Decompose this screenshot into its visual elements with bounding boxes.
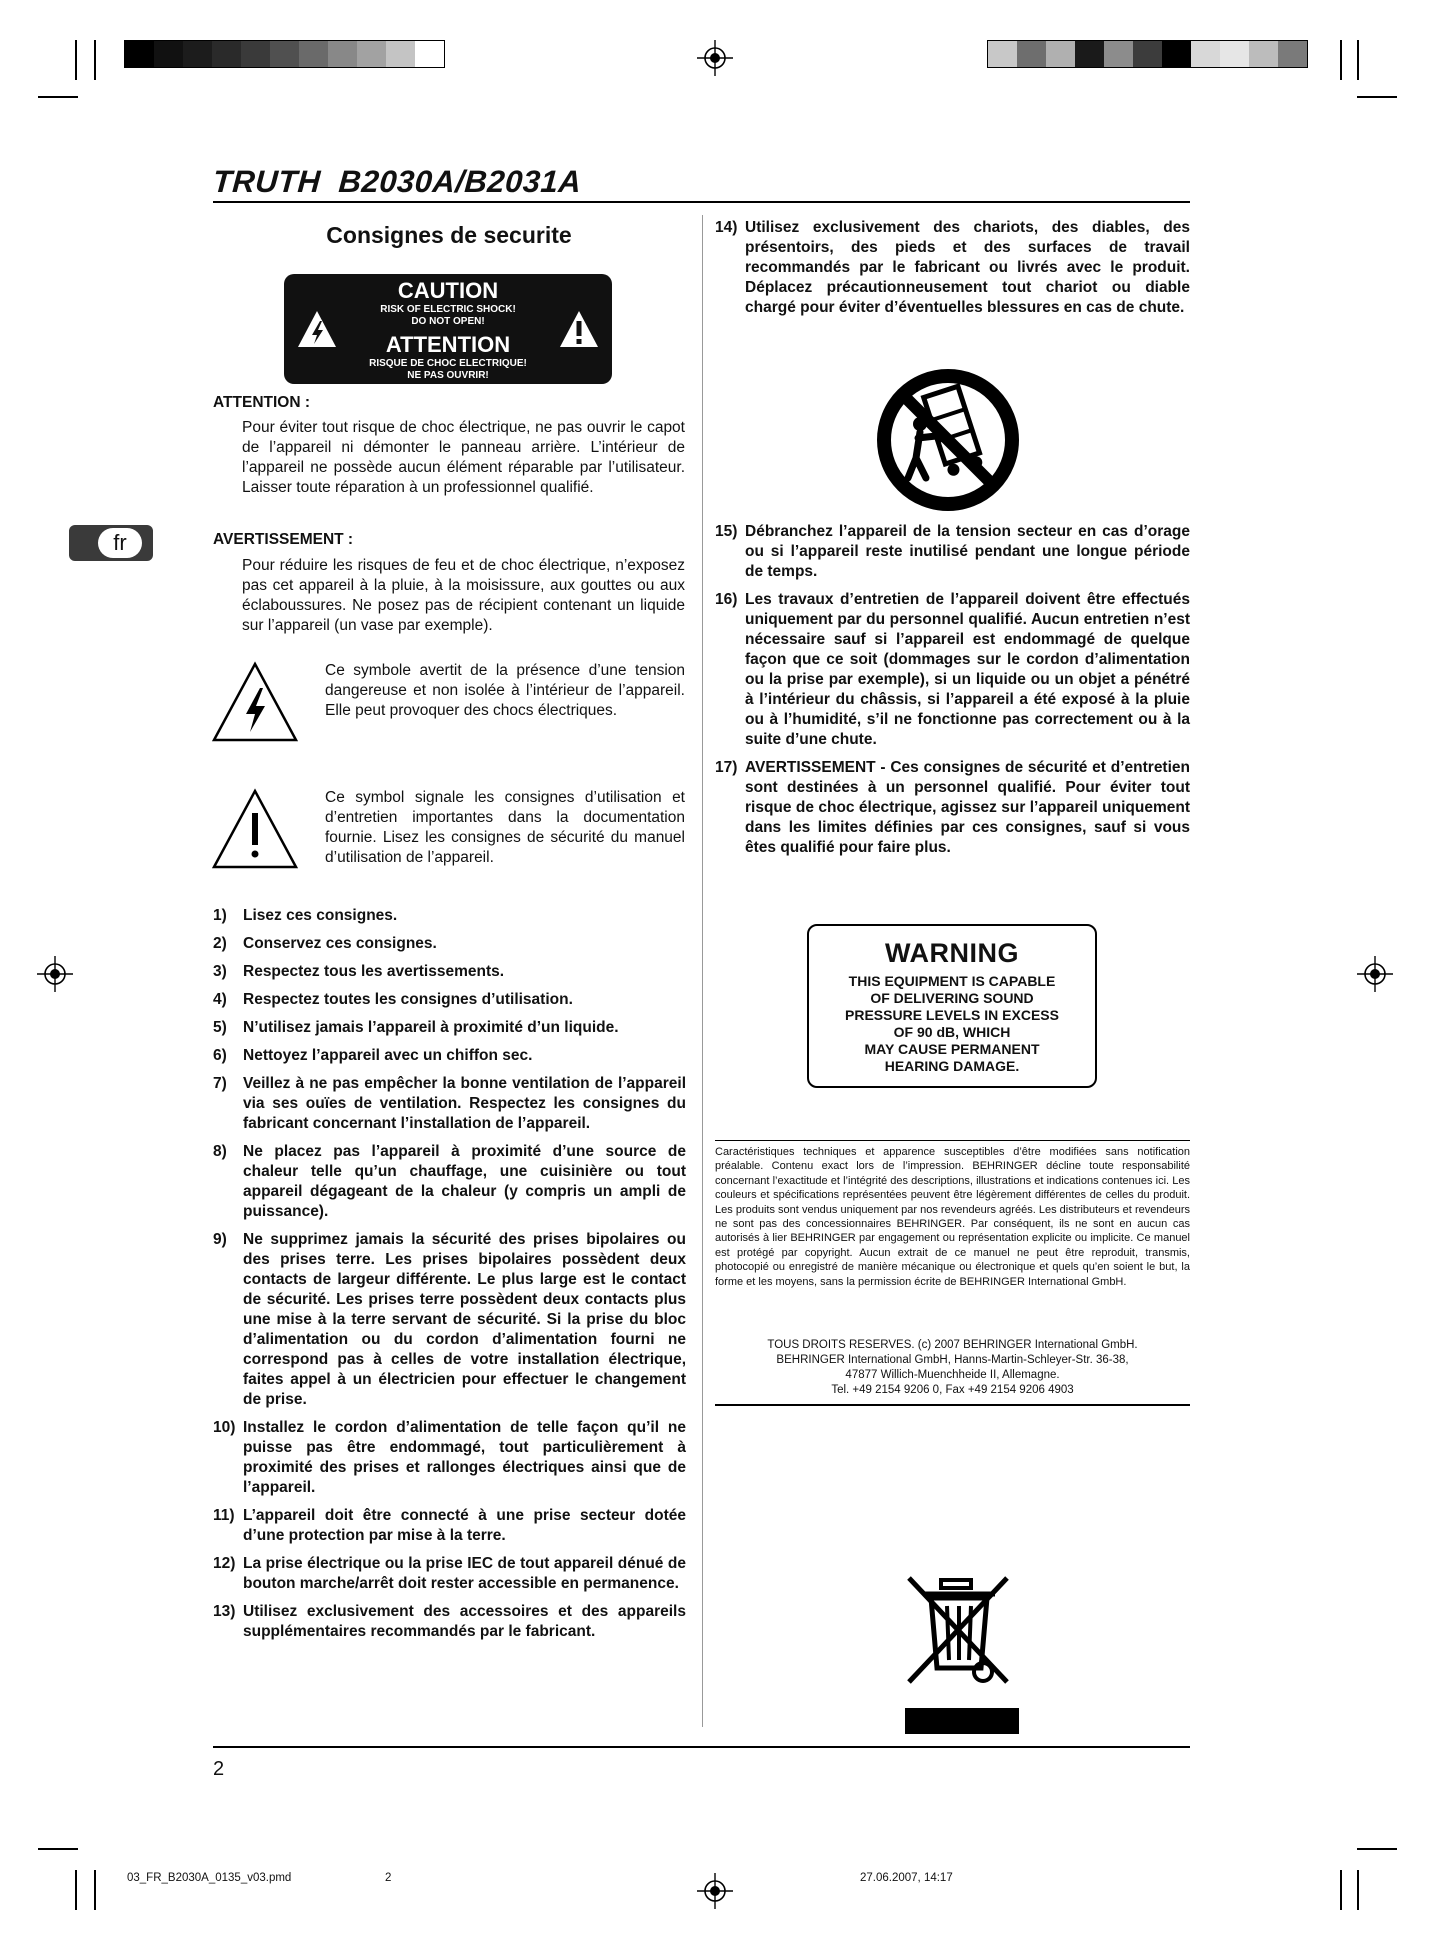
crop-mark — [38, 1848, 78, 1850]
list-item — [213, 1046, 686, 1066]
list-item — [213, 990, 686, 1010]
bottom-rule — [213, 1746, 1190, 1748]
crop-mark — [1357, 96, 1397, 98]
crop-mark — [38, 96, 78, 98]
exclamation-triangle-icon — [210, 787, 300, 871]
color-swatch — [125, 41, 154, 67]
color-swatch — [357, 41, 386, 67]
item-number: 7) — [213, 1075, 227, 1092]
item-text: AVERTISSEMENT - Ces consignes de sécurité et d’entretien sont destinées à un personnel qualifié. Pour éviter tout risque de choc électrique, agissez sur l’appareil uniquement dans les limites définies par ces consignes, sauf si vous êtes qualifié pour faire plus. — [745, 759, 1190, 856]
item-text: Veillez à ne pas empêcher la bonne ventilation de l’appareil via ses ouïes de ventilation. Respectez les consignes du fabricant concernant l’installation de l’appareil. — [243, 1075, 686, 1132]
list-item — [213, 906, 686, 926]
color-swatch — [241, 41, 270, 67]
caution-label — [284, 274, 612, 384]
warning-line: HEARING DAMAGE. — [884, 1058, 1020, 1074]
crop-mark — [75, 1870, 77, 1910]
item-number: 12) — [213, 1555, 236, 1572]
list-item — [213, 1506, 686, 1546]
list-item — [213, 1602, 686, 1642]
section-heading: Consignes de securite — [326, 222, 572, 248]
exclamation-symbol-text: Ce symbol signale les consignes d’utilisation et d’entretien importantes dans la documentation fournie. Lisez les consignes de sécurité du manuel d’utilisation de l’appareil. — [325, 789, 685, 866]
rights-line: Tel. +49 2154 9206 0, Fax +49 2154 9206 4903 — [831, 1384, 1074, 1396]
item-text: Lisez ces consignes. — [243, 907, 398, 924]
warning-box — [807, 924, 1097, 1088]
exclamation-warning-icon — [558, 309, 600, 349]
item-text: Les travaux d’entretien de l’appareil doivent être effectués uniquement par du personnel qualifié. Aucun entretien n’est nécessaire sauf si l’appareil est endommagé de quelque façon que ce soit (dommages sur le cordon d’alimentation ou la prise par exemple), si un liquide ou un objet a pénétré à l’intérieur du châssis, si l’appareil a été exposé à la pluie ou à l’humidité, s’il ne fonctionne pas correctement ou à la suite d’une chute. — [745, 591, 1190, 748]
footer-page: 2 — [385, 1872, 392, 1884]
item-number: 11) — [213, 1507, 235, 1524]
item-number: 14) — [715, 219, 738, 236]
item-number: 2) — [213, 935, 227, 952]
disclaimer-text: Caractéristiques techniques et apparence susceptibles d’être modifiées sans notification préalable. Contenu exact lors de l’impression. BEHRINGER décline toute responsabilité concernant l’exactitude et l’intégrité des descriptions, illustrations et indications contenues ici. Les couleurs et spécifications représentées peuvent être légèrement différentes de celles du produit. Les produits sont vendus uniquement par nos revendeurs agréés. Les distributeurs et revendeurs ne sont pas des concessionnaires BEHRINGER. Par conséquent, ils ne sont en aucun cas autorisés à lier BEHRINGER par engagement ou représentation explicite ou implicite. Ce manuel est protégé par copyright. Aucun extrait de ce manuel ne peut être reproduit, transmis, photocopié ou enregistré de manière mécanique ou électronique et quels qu’en soient le but, la forme et les moyens, sans la permission écrite de BEHRINGER International GmbH. — [715, 1146, 1190, 1288]
page-number: 2 — [213, 1758, 225, 1780]
list-item — [213, 1142, 686, 1222]
color-swatch — [415, 41, 444, 67]
item-number: 9) — [213, 1231, 227, 1248]
item-number: 8) — [213, 1143, 227, 1160]
crop-mark — [1340, 1870, 1342, 1910]
item-text: Utilisez exclusivement des accessoires et des appareils supplémentaires recommandés par le fabricant. — [243, 1603, 686, 1640]
list-item — [213, 1554, 686, 1594]
footer-date: 27.06.2007, 14:17 — [860, 1872, 953, 1884]
crop-mark — [1357, 40, 1359, 80]
crop-mark — [94, 40, 96, 80]
color-swatch — [1220, 41, 1249, 67]
lightning-warning-icon — [296, 309, 338, 349]
crop-mark — [1357, 1848, 1397, 1850]
list-item — [715, 590, 1190, 750]
list-item — [213, 962, 686, 982]
color-swatch — [1162, 41, 1191, 67]
item-number: 5) — [213, 1019, 227, 1036]
language-label: fr — [98, 528, 142, 558]
crop-mark — [1340, 40, 1342, 80]
crop-mark — [94, 1870, 96, 1910]
item-text: Nettoyez l’appareil avec un chiffon sec. — [243, 1047, 533, 1064]
attention-heading: ATTENTION : — [213, 394, 311, 411]
registration-mark-icon — [1357, 956, 1393, 992]
caution-sub2: DO NOT OPEN! — [411, 316, 485, 327]
document-title: TRUTH B2030A/B2031A — [211, 164, 583, 199]
color-swatch — [183, 41, 212, 67]
attention-text: Pour éviter tout risque de choc électrique, ne pas ouvrir le capot de l’appareil ni démonter le panneau arrière. L’intérieur de l’appareil ne possède aucun élément réparable par l’utilisateur. Laisser toute réparation à un professionnel qualifié. — [242, 419, 685, 496]
title-rule — [213, 201, 1190, 203]
registration-mark-icon — [697, 40, 733, 76]
warning-line: PRESSURE LEVELS IN EXCESS — [845, 1007, 1059, 1023]
footer-filename: 03_FR_B2030A_0135_v03.pmd — [127, 1872, 292, 1884]
language-tab — [69, 525, 153, 561]
crop-mark — [75, 40, 77, 80]
color-swatch — [270, 41, 299, 67]
color-swatch — [212, 41, 241, 67]
item-text: Utilisez exclusivement des chariots, des diables, des présentoirs, des pieds et des surfaces de travail recommandés par le fabricant ou livrés avec le produit. Déplacez précautionneusement tout chariot ou diable chargé pour éviter d’éventuelles blessures en cas de chute. — [745, 219, 1190, 316]
item-number: 3) — [213, 963, 227, 980]
list-item — [213, 934, 686, 954]
color-swatch — [988, 41, 1017, 67]
color-swatch — [1017, 41, 1046, 67]
item-text: Ne placez pas l’appareil à proximité d’une source de chaleur telle qu’un chauffage, une cuisinière ou tout appareil dégageant de la chaleur (y compris un ampli de puissance). — [243, 1143, 686, 1220]
color-swatch — [154, 41, 183, 67]
list-item — [715, 522, 1190, 582]
list-item — [213, 1418, 686, 1498]
rights-line: BEHRINGER International GmbH, Hanns-Martin-Schleyer-Str. 36-38, — [776, 1354, 1129, 1366]
item-number: 6) — [213, 1047, 227, 1064]
item-text: Ne supprimez jamais la sécurité des prises bipolaires ou des prises terre. Les prises bipolaires possèdent deux contacts de largeur différente. Le plus large est le contact de sécurité. Les prises terre possèdent deux contacts plus une mise à la terre servant de sécurité. Si la prise du bloc d’alimentation ou du cordon d’alimentation fourni ne correspond pas à celles de votre installation électrique, faites appel à un électricien pour effectuer le changement de prise. — [243, 1231, 686, 1408]
registration-mark-icon — [697, 1873, 733, 1909]
item-text: L’appareil doit être connecté à une prise secteur dotée d’une protection par mise à la terre. — [243, 1507, 686, 1544]
caution-sub1: RISK OF ELECTRIC SHOCK! — [380, 304, 516, 315]
color-bar-left — [124, 40, 445, 68]
warning-title: WARNING — [885, 938, 1019, 968]
safety-instructions-list-continued — [715, 522, 1190, 866]
warning-body — [809, 973, 1095, 1075]
safety-instruction-14 — [715, 218, 1190, 326]
color-swatch — [1046, 41, 1075, 67]
attention-sub1: RISQUE DE CHOC ELECTRIQUE! — [369, 358, 527, 369]
rights-line: 47877 Willich-Muenchheide II, Allemagne. — [845, 1369, 1060, 1381]
item-text: Installez le cordon d’alimentation de telle façon qu’il ne puisse pas être endommagé, tout particulièrement à proximité des prises et rallonges électriques ainsi que de l’appareil. — [243, 1419, 686, 1496]
disclaimer-rule-bottom — [715, 1404, 1190, 1406]
weee-crossed-bin-icon — [903, 1572, 1023, 1736]
color-swatch — [1278, 41, 1307, 67]
item-text: Respectez tous les avertissements. — [243, 963, 505, 980]
item-text: Conservez ces consignes. — [243, 935, 437, 952]
item-number: 4) — [213, 991, 227, 1008]
lightning-symbol-text: Ce symbole avertit de la présence d’une tension dangereuse et non isolée à l’intérieur de l’appareil. Elle peut provoquer des chocs électriques. — [325, 662, 685, 719]
warning-line: OF 90 dB, WHICH — [893, 1024, 1011, 1040]
item-text: Respectez toutes les consignes d’utilisation. — [243, 991, 573, 1008]
warning-line: MAY CAUSE PERMANENT — [864, 1041, 1040, 1057]
color-swatch — [386, 41, 415, 67]
color-swatch — [1191, 41, 1220, 67]
item-number: 1) — [213, 907, 227, 924]
lightning-triangle-icon — [210, 660, 300, 744]
item-number: 15) — [715, 523, 738, 540]
color-swatch — [1249, 41, 1278, 67]
color-swatch — [1104, 41, 1133, 67]
item-text: Débranchez l’appareil de la tension secteur en cas d’orage ou si l’appareil reste inutilisé pendant une longue période de temps. — [745, 523, 1190, 580]
color-swatch — [1075, 41, 1104, 67]
list-item — [715, 218, 1190, 318]
registration-mark-icon — [37, 956, 73, 992]
item-number: 16) — [715, 591, 738, 608]
color-bar-right — [987, 40, 1308, 68]
cart-tip-over-warning-icon — [868, 366, 1028, 514]
list-item — [715, 758, 1190, 858]
item-text: La prise électrique ou la prise IEC de tout appareil dénué de bouton marche/arrêt doit rester accessible en permanence. — [243, 1555, 686, 1592]
list-item — [213, 1074, 686, 1134]
item-number: 13) — [213, 1603, 236, 1620]
item-number: 17) — [715, 759, 738, 776]
column-divider — [702, 215, 703, 1727]
avertissement-heading: AVERTISSEMENT : — [213, 531, 354, 548]
color-swatch — [328, 41, 357, 67]
warning-line: OF DELIVERING SOUND — [870, 990, 1034, 1006]
rights-line: TOUS DROITS RESERVES. (c) 2007 BEHRINGER International GmbH. — [767, 1339, 1138, 1351]
attention-title: ATTENTION — [385, 332, 511, 357]
color-swatch — [299, 41, 328, 67]
crop-mark — [1357, 1870, 1359, 1910]
item-text: N’utilisez jamais l’appareil à proximité d’un liquide. — [243, 1019, 619, 1036]
avertissement-text: Pour réduire les risques de feu et de choc électrique, n’exposez pas cet appareil à la pluie, à la moisissure, aux gouttes ou aux éclaboussures. Ne posez pas de récipient contenant un liquide sur l’appareil (un vase par exemple). — [242, 557, 685, 634]
warning-line: THIS EQUIPMENT IS CAPABLE — [848, 973, 1056, 989]
list-item — [213, 1230, 686, 1410]
color-swatch — [1133, 41, 1162, 67]
attention-sub2: NE PAS OUVRIR! — [407, 370, 489, 381]
item-number: 10) — [213, 1419, 236, 1436]
caution-title: CAUTION — [397, 278, 499, 303]
rights-block — [715, 1338, 1190, 1398]
disclaimer-rule-top — [715, 1140, 1190, 1141]
list-item — [213, 1018, 686, 1038]
safety-instructions-list — [213, 906, 686, 1650]
